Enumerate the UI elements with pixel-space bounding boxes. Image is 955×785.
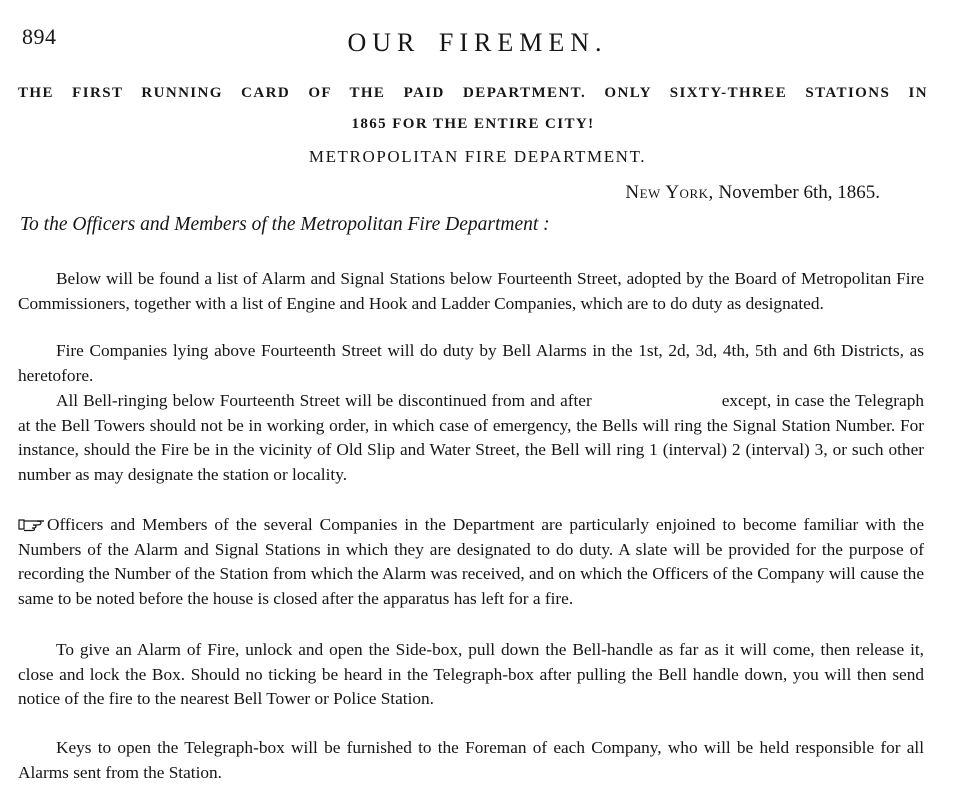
paragraph-bell-ringing: [18, 389, 924, 487]
pointing-hand-icon: [18, 515, 46, 531]
page-number: 894: [22, 24, 57, 49]
paragraph-keys: Keys to open the Telegraph-box will be furnished to the Foreman of each Company, who will be held responsible for all Alarms sent from the Station.: [18, 738, 924, 782]
section-subtitle: [18, 78, 928, 140]
paragraph-officers-notice: [18, 513, 924, 611]
paragraph-give-alarm: To give an Alarm of Fire, unlock and open the Side-box, pull down the Bell-handle as far as it will come, then release it, close and lock the Box. Should no ticking be heard in the Telegraph-box after pulling the Bell handle down, you will then send notice of the fire to the nearest Bell Tower or Police Station.: [18, 640, 924, 709]
subtitle-line-2: 1865 FOR THE ENTIRE CITY!: [351, 116, 595, 132]
running-head: OUR FIREMEN.: [347, 28, 608, 57]
dateline-date: November 6th, 1865.: [713, 182, 880, 203]
dateline: [625, 182, 880, 204]
department-heading: METROPOLITAN FIRE DEPARTMENT.: [308, 147, 647, 166]
paragraph-bell-alarms: Fire Companies lying above Fourteenth Street will do duty by Bell Alarms in the 1st, 2d, 3d, 4th, 5th and 6th Districts, as heretofore.: [18, 341, 924, 385]
paragraph-station-list: Below will be found a list of Alarm and Signal Stations below Fourteenth Street, adopted by the Board of Metropolitan Fire Commissioners, together with a list of Engine and Hook and Ladder Companies, which are to do duty as designated.: [18, 269, 924, 313]
officers-notice-text: Officers and Members of the several Companies in the Department are particularly enjoined to become familiar with the Numbers of the Alarm and Signal Stations in which they are designated to do duty. A slate will be provided for the purpose of recording the Number of the Station from which the Alarm was received, and on which the Officers of the Company will cause the same to be noted before the house is closed after the apparatus has left for a fire.: [18, 515, 924, 609]
bell-ringing-text-a: All Bell-ringing below Fourteenth Street will be discontinued from and after: [56, 391, 592, 411]
subtitle-line-1: THE FIRST RUNNING CARD OF THE PAID DEPARTMENT. ONLY SIXTY-THREE STATIONS IN: [18, 85, 928, 101]
dateline-place: New York,: [625, 182, 714, 203]
bell-ringing-text-b: except, in case the Telegraph at the Bell Towers should not be in working order, in which case of emergency, the Bells will ring the Signal Station Number. For instance, should the Fire be in the vicinity of Old Slip and Water Street, the Bell will ring 1 (interval) 2 (interval) 3, or such other number as may designate the station or locality.: [18, 391, 924, 485]
salutation: To the Officers and Members of the Metropolitan Fire Department :: [20, 214, 550, 235]
